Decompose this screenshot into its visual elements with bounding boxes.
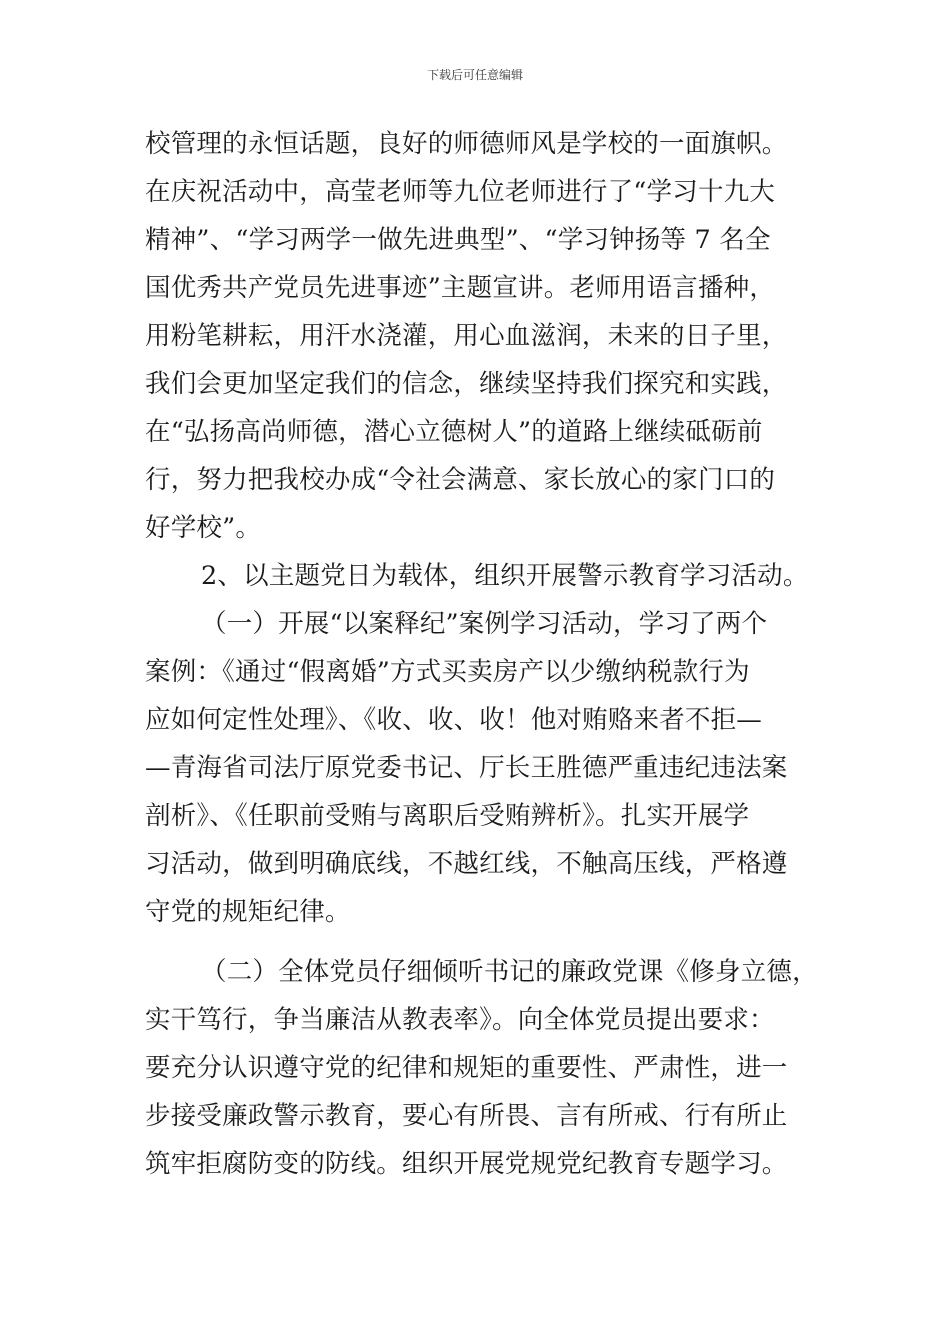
text-line: 用粉笔耕耘，用汗水浇灌，用心血滋润，未来的日子里， xyxy=(145,321,788,351)
text-line: 剖析》、《任职前受贿与离职后受贿辨析》。扎实开展学 xyxy=(145,801,750,831)
text-line: 应如何定性处理》、《收、收、收！他对贿赂来者不拒— xyxy=(145,705,763,735)
text-line: 筑牢拒腐防变的防线。组织开展党规党纪教育专题学习。 xyxy=(145,1149,788,1179)
text-line: 步接受廉政警示教育，要心有所畏、言有所戒、行有所止 xyxy=(145,1101,788,1131)
paragraph-heading: 2、以主题党日为载体，组织开展警示教育学习活动。 xyxy=(201,561,809,591)
text-line: 行，努力把我校办成“令社会满意、家长放心的家门口的 xyxy=(145,465,776,495)
text-line: 习活动，做到明确底线，不越红线，不触高压线，严格遵 xyxy=(145,849,788,879)
text-line: 国优秀共产党员先进事迹”主题宣讲。老师用语言播种， xyxy=(145,273,776,303)
text-line: 要充分认识遵守党的纪律和规矩的重要性、严肃性，进一 xyxy=(145,1053,788,1083)
text-line: 我们会更加坚定我们的信念，继续坚持我们探究和实践， xyxy=(145,369,788,399)
text-line: —青海省司法厅原党委书记、厅长王胜德严重违纪违法案 xyxy=(145,753,788,783)
page-header: 下载后可任意编辑 xyxy=(426,68,523,82)
text-line: 案例：《通过“假离婚”方式买卖房产以少缴纳税款行为 xyxy=(145,657,750,687)
text-line: 精神”、“学习两学一做先进典型”、“学习钟扬等 7 名全 xyxy=(145,225,771,255)
text-line: 在庆祝活动中，高莹老师等九位老师进行了“学习十九大 xyxy=(145,177,776,207)
text-line: （二）全体党员仔细倾听书记的廉政党课《修身立德， xyxy=(201,957,818,987)
text-line: 守党的规矩纪律。 xyxy=(145,897,351,927)
document-body xyxy=(145,120,817,1188)
text-line: 好学校”。 xyxy=(145,513,262,543)
text-line: 实干笃行，争当廉洁从教表率》。向全体党员提出要求： xyxy=(145,1005,775,1035)
text-line: 校管理的永恒话题，良好的师德师风是学校的一面旗帜。 xyxy=(145,129,788,159)
text-line: （一）开展“以案释纪”案例学习活动，学习了两个 xyxy=(201,609,768,639)
text-line: 在“弘扬高尚师德，潜心立德树人”的道路上继续砥砺前 xyxy=(145,417,763,447)
